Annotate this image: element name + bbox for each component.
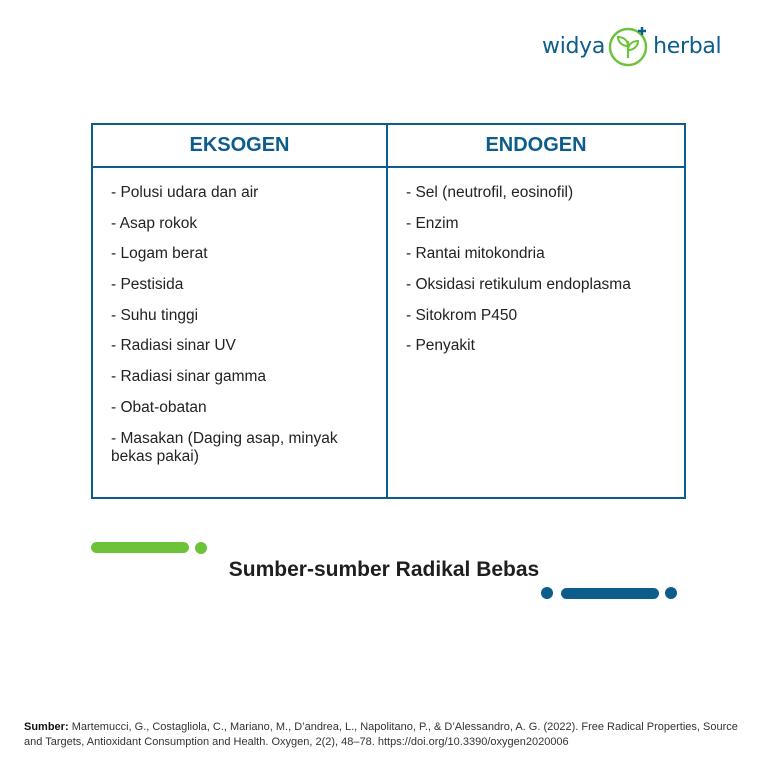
- source-citation: [24, 720, 754, 749]
- caption-title: Sumber-sumber Radikal Bebas: [228, 558, 540, 581]
- list-item: - Suhu tinggi: [111, 306, 199, 324]
- list-item: - Logam berat: [111, 245, 208, 263]
- logo-word-widya: widya: [542, 33, 606, 59]
- eksogen-list: [111, 184, 368, 466]
- endogen-column: [388, 168, 684, 497]
- list-item: - Oksidasi retikulum endoplasma: [406, 276, 631, 294]
- decorative-blue-dot: [541, 587, 553, 599]
- list-item: - Enzim: [406, 214, 459, 232]
- header-endogen: ENDOGEN: [388, 125, 684, 168]
- decorative-blue-bar: [561, 588, 659, 599]
- radical-sources-table: [91, 123, 686, 499]
- eksogen-column: [93, 168, 388, 497]
- list-item: - Obat-obatan: [111, 398, 207, 416]
- list-item: - Asap rokok: [111, 214, 198, 232]
- source-label: Sumber:: [24, 721, 69, 733]
- header-eksogen: EKSOGEN: [93, 125, 388, 168]
- list-item: - Penyakit: [406, 337, 475, 355]
- list-item: - Radiasi sinar UV: [111, 337, 236, 355]
- decorative-green-dot: [195, 542, 207, 554]
- list-item: - Radiasi sinar gamma: [111, 368, 267, 386]
- logo-word-herbal: herbal: [653, 33, 722, 59]
- list-item: - Sitokrom P450: [406, 306, 518, 324]
- decorative-green-bar: [91, 542, 189, 553]
- list-item: - Rantai mitokondria: [406, 245, 545, 263]
- endogen-list: [406, 184, 666, 355]
- list-item: - Polusi udara dan air: [111, 184, 259, 201]
- list-item: - Sel (neutrofil, eosinofil): [406, 184, 574, 201]
- list-item: - Masakan (Daging asap, minyak bekas pakai): [111, 429, 338, 465]
- decorative-blue-dot: [665, 587, 677, 599]
- source-text: Martemucci, G., Costagliola, C., Mariano, M., D’andrea, L., Napolitano, P., & D’Alessandro, A. G. (2022). Free Radical Properties, Source and Targets, Antioxidant Consumption and Health. Oxygen, 2(2), 48–78. https://doi.org/10.3390/oxygen2020006: [24, 721, 738, 748]
- brand-logo: [542, 22, 721, 70]
- leaf-plus-icon: [607, 24, 651, 68]
- list-item: - Pestisida: [111, 276, 184, 294]
